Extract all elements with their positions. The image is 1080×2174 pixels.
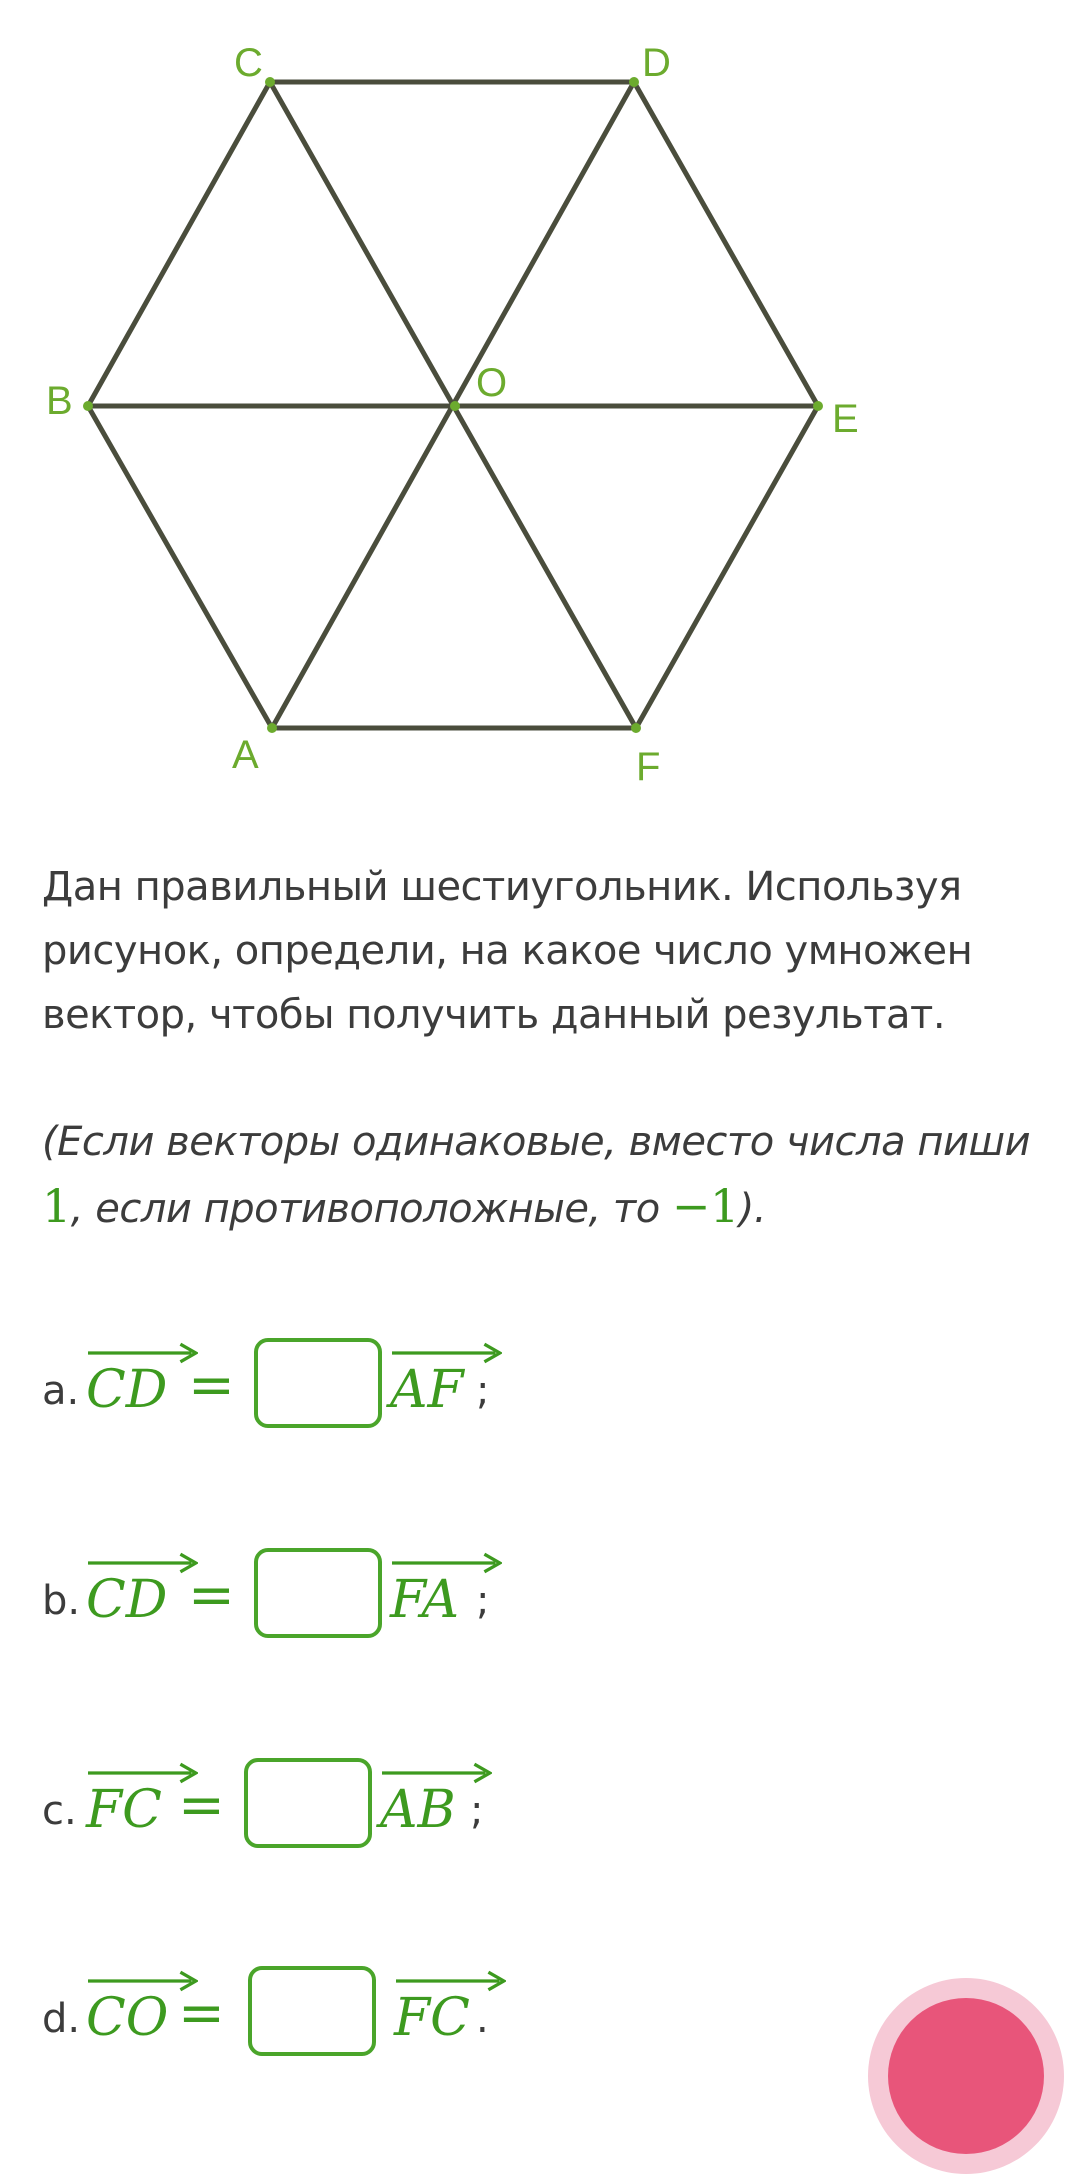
equation-punct: . <box>476 1996 489 2042</box>
problem-statement: Дан правильный шестиугольник. Используя рисунок, определи, на какое число умножен вектор, чтобы получить данный результат. <box>42 864 973 1038</box>
label-A: A <box>232 733 259 777</box>
edge-DE <box>634 82 818 406</box>
label-B: B <box>46 379 73 423</box>
equation-letter: a. <box>42 1368 80 1414</box>
equation-row-a <box>42 1318 942 1428</box>
vector-arrow-icon <box>396 1970 506 1992</box>
vertex-dot-B <box>83 401 93 411</box>
vector-arrow-icon <box>392 1552 502 1574</box>
vector-left-label: FC <box>86 1780 162 1840</box>
label-O: O <box>476 361 508 405</box>
hint-part1: (Если векторы одинаковые, вместо числа пиши <box>42 1119 1031 1165</box>
vector-right-label: AB <box>380 1780 456 1840</box>
equation-letter: c. <box>42 1788 77 1834</box>
vector-left <box>86 1988 168 2048</box>
vector-arrow-icon <box>88 1342 198 1364</box>
hint-num-same: 1 <box>42 1179 71 1233</box>
vertex-dot-A <box>267 723 277 733</box>
equation-row-c <box>42 1738 942 1848</box>
vector-left <box>86 1780 162 1840</box>
vertex-dot-C <box>265 77 275 87</box>
hexagon-figure <box>0 0 1080 800</box>
vertex-dot-E <box>813 401 823 411</box>
edge-AB <box>88 406 272 728</box>
equals-sign: = <box>178 1981 225 2046</box>
vector-arrow-icon <box>88 1552 198 1574</box>
vector-left-label: CD <box>86 1360 168 1420</box>
equation-punct: ; <box>470 1788 484 1834</box>
vector-right <box>390 1570 459 1630</box>
equation-row-d <box>42 1946 942 2056</box>
vector-left <box>86 1360 167 1420</box>
help-bubble-button[interactable] <box>868 1978 1064 2174</box>
vector-right-label: FC <box>394 1988 470 2048</box>
vertex-dot-O <box>450 401 460 411</box>
answer-input-a[interactable] <box>254 1338 382 1428</box>
hint <box>42 1110 1042 1241</box>
edge-EF <box>636 406 818 728</box>
hint-num-opposite: −1 <box>671 1179 739 1233</box>
vector-right-label: FA <box>390 1570 460 1630</box>
vertex-dot-D <box>629 77 639 87</box>
equals-sign: = <box>188 1353 235 1418</box>
label-F: F <box>636 745 661 789</box>
equation-row-b <box>42 1528 942 1638</box>
hint-part2: , если противоположные, то <box>70 1186 672 1232</box>
vector-left <box>86 1570 167 1630</box>
vector-left-label: CO <box>86 1988 169 2048</box>
equation-letter: b. <box>42 1578 81 1624</box>
vector-right <box>394 1988 470 2048</box>
equation-punct: ; <box>476 1578 490 1624</box>
equals-sign: = <box>178 1773 225 1838</box>
label-C: C <box>234 41 263 85</box>
label-E: E <box>832 397 859 441</box>
answer-input-b[interactable] <box>254 1548 382 1638</box>
vector-arrow-icon <box>392 1342 502 1364</box>
vector-right-label: AF <box>390 1360 464 1420</box>
equation-punct: ; <box>476 1368 490 1414</box>
answer-input-d[interactable] <box>248 1966 376 2056</box>
answer-input-c[interactable] <box>244 1758 372 1848</box>
hint-part3: ). <box>738 1186 767 1232</box>
equals-sign: = <box>188 1563 235 1628</box>
help-bubble-icon <box>888 1998 1044 2154</box>
vector-left-label: CD <box>86 1570 168 1630</box>
equation-letter: d. <box>42 1996 81 2042</box>
vector-arrow-icon <box>382 1762 492 1784</box>
vector-right <box>390 1360 464 1420</box>
vertex-dot-F <box>631 723 641 733</box>
vector-right <box>380 1780 456 1840</box>
edge-BC <box>88 82 270 406</box>
label-D: D <box>642 41 671 85</box>
